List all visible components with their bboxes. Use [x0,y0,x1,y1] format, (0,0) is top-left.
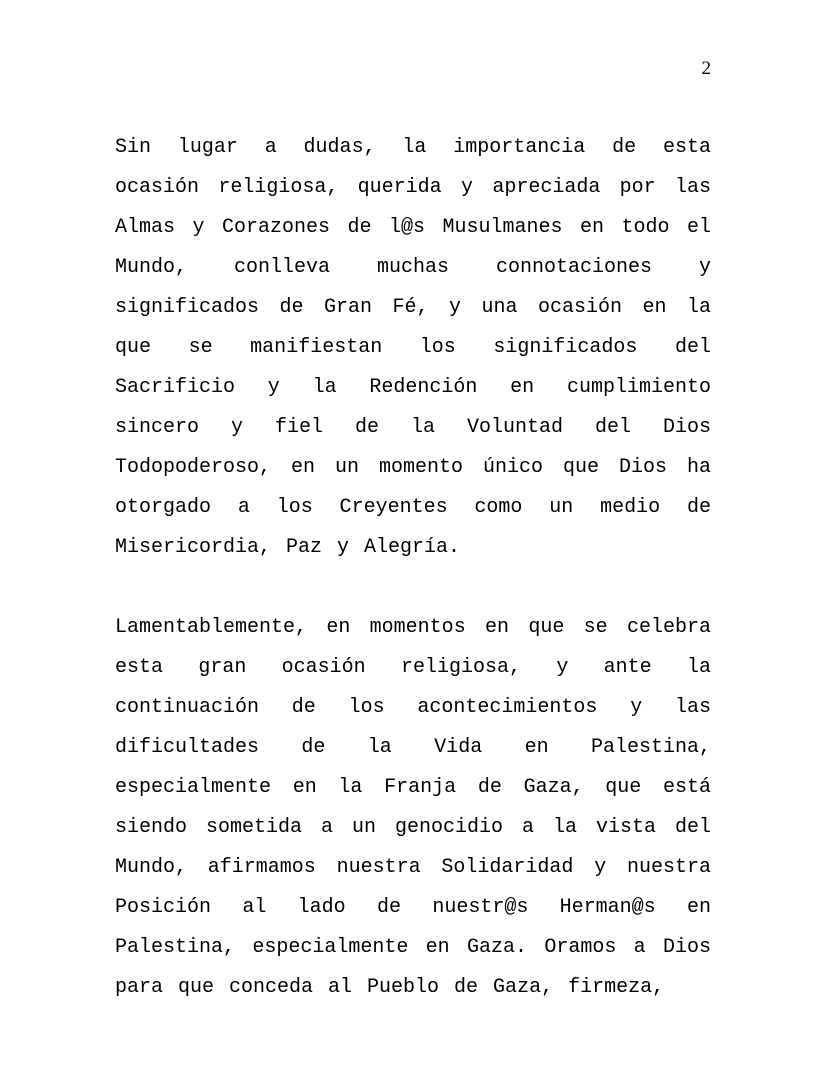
paragraph-2: Lamentablemente, en momentos en que se celebra esta gran ocasión religiosa, y ante la continuación de los acontecimientos y las dificultades de la Vida en Palestina, especialmente en la Franja de Gaza, que está siendo sometida a un genocidio a la vista del Mundo, afirmamos nuestra Solidaridad y nuestra Posición al lado de nuestr@s Herman@s en Palestina, especialmente en Gaza. Oramos a Dios para que conceda al Pueblo de Gaza, firmeza, [115,616,711,999]
document-body [115,128,711,1008]
paragraph-1: Sin lugar a dudas, la importancia de esta ocasión religiosa, querida y apreciada por las Almas y Corazones de l@s Musulmanes en todo el Mundo, conlleva muchas connotaciones y significados de Gran Fé, y una ocasión en la que se manifiestan los significados del Sacrificio y la Redención en cumplimiento sincero y fiel de la Voluntad del Dios Todopoderoso, en un momento único que Dios ha otorgado a los Creyentes como un medio de Misericordia, Paz y Alegría. [115,136,711,559]
page-number: 2 [701,58,711,79]
